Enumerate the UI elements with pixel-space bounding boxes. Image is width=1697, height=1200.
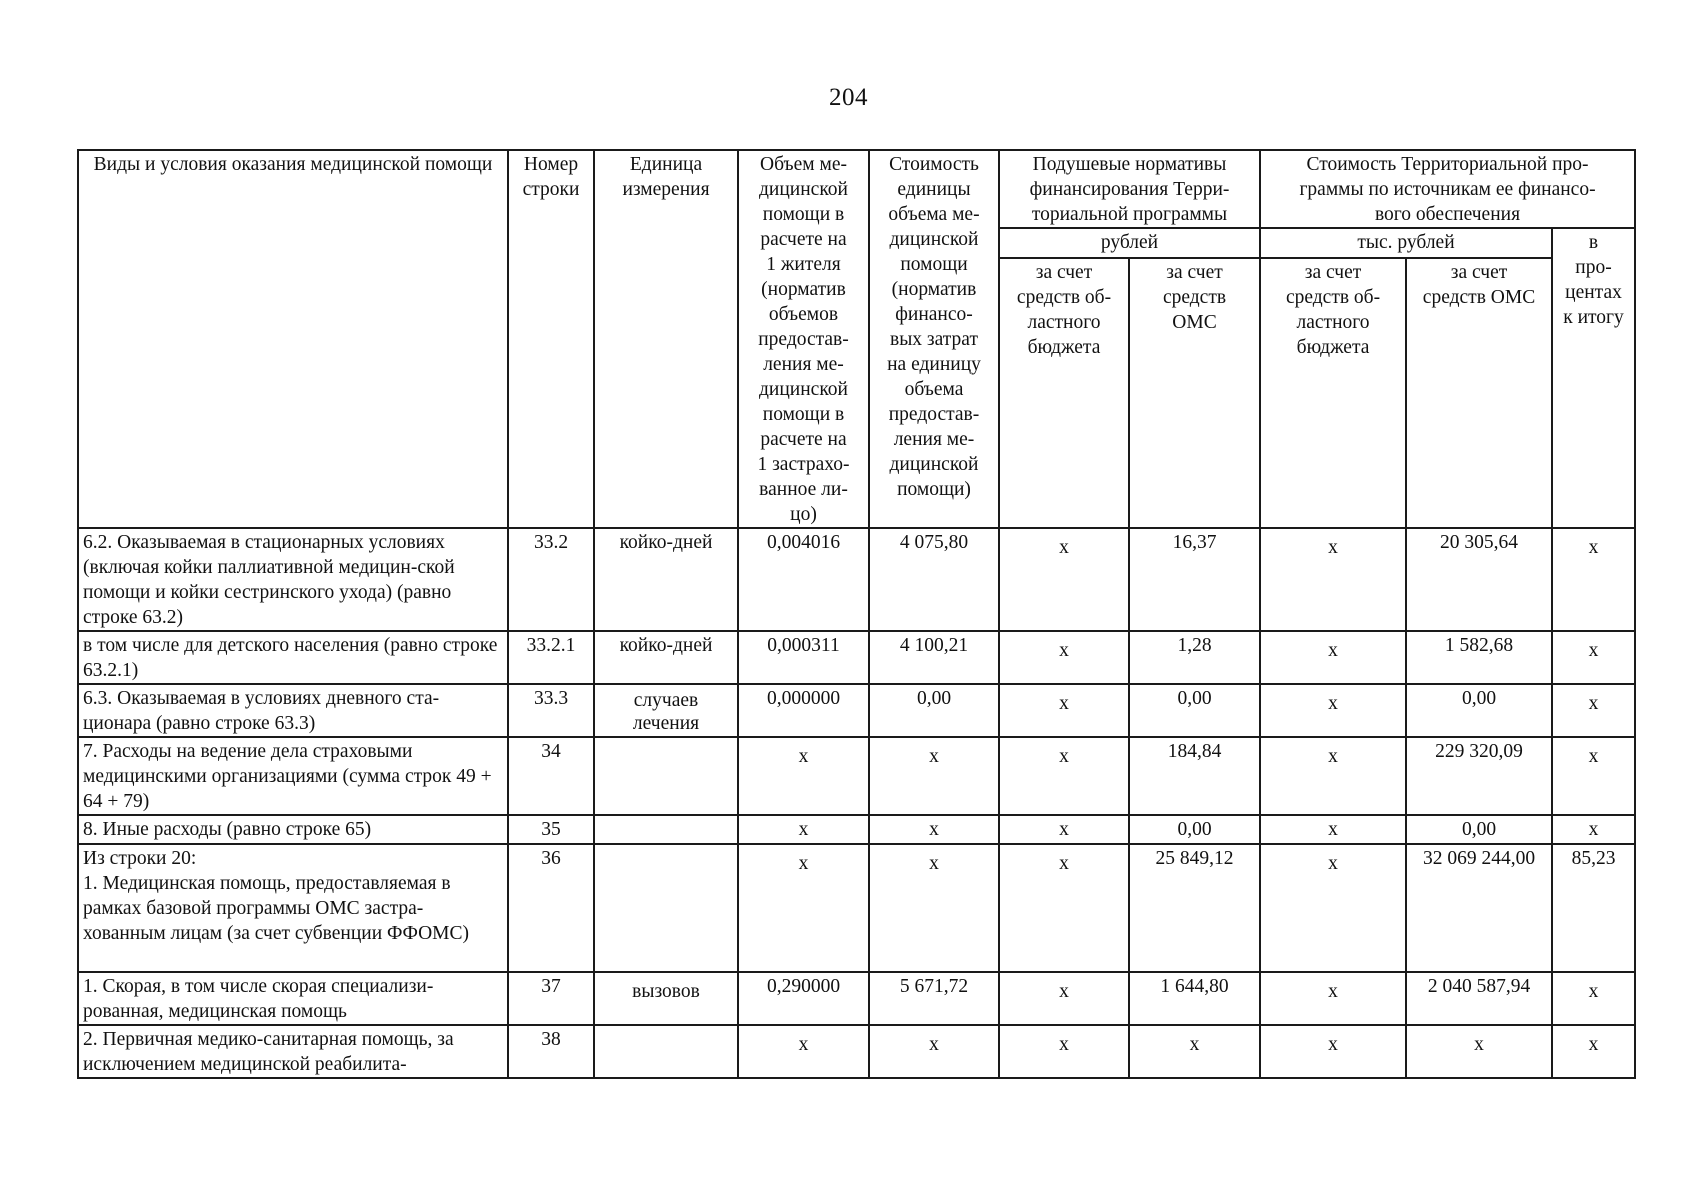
row-cost: х	[869, 1025, 999, 1078]
row-percent: х	[1552, 972, 1635, 1025]
row-volume: 0,290000	[738, 972, 869, 1025]
row-volume: х	[738, 737, 869, 815]
row-unit: койко-дней	[594, 631, 738, 684]
row-volume: х	[738, 1025, 869, 1078]
row-volume: 0,004016	[738, 528, 869, 631]
row-pc-oms: 1 644,80	[1129, 972, 1260, 1025]
row-unit	[594, 815, 738, 844]
row-line: 33.3	[508, 684, 594, 737]
row-tp-budget: х	[1260, 844, 1406, 972]
row-pc-budget: х	[999, 737, 1129, 815]
row-pc-oms: х	[1129, 1025, 1260, 1078]
row-line: 34	[508, 737, 594, 815]
row-tp-oms: 20 305,64	[1406, 528, 1552, 631]
row-tp-oms: 0,00	[1406, 684, 1552, 737]
row-cost: 5 671,72	[869, 972, 999, 1025]
header-kind: Виды и условия оказания медицинской помощи	[78, 150, 508, 528]
row-cost: 4 100,21	[869, 631, 999, 684]
row-tp-budget: х	[1260, 737, 1406, 815]
row-cost: 4 075,80	[869, 528, 999, 631]
row-percent: х	[1552, 815, 1635, 844]
row-pc-oms: 0,00	[1129, 684, 1260, 737]
row-percent: х	[1552, 631, 1635, 684]
row-name: 6.3. Оказываемая в условиях дневного ста-ционара (равно строке 63.3)	[78, 684, 508, 737]
row-tp-budget: х	[1260, 528, 1406, 631]
row-volume: х	[738, 815, 869, 844]
row-pc-budget: х	[999, 1025, 1129, 1078]
row-tp-oms: 2 040 587,94	[1406, 972, 1552, 1025]
row-line: 35	[508, 815, 594, 844]
row-pc-oms: 184,84	[1129, 737, 1260, 815]
table-row	[78, 528, 1635, 631]
table-row	[78, 844, 1635, 972]
row-unit	[594, 1025, 738, 1078]
row-volume: 0,000000	[738, 684, 869, 737]
header-per-capita-group: Подушевые нормативы финансирования Терри- ториальной программы	[999, 150, 1260, 228]
row-percent: х	[1552, 1025, 1635, 1078]
row-line: 38	[508, 1025, 594, 1078]
row-tp-budget: х	[1260, 631, 1406, 684]
row-pc-oms: 16,37	[1129, 528, 1260, 631]
row-pc-oms: 25 849,12	[1129, 844, 1260, 972]
table-row	[78, 1025, 1635, 1078]
row-line: 33.2.1	[508, 631, 594, 684]
row-tp-budget: х	[1260, 815, 1406, 844]
row-cost: х	[869, 815, 999, 844]
row-name: 7. Расходы на ведение дела страховыми медицинскими организациями (сумма строк 49 + 64 + 79)	[78, 737, 508, 815]
header-territorial-group: Стоимость Территориальной про- граммы по источникам ее финансо- вого обеспечения	[1260, 150, 1635, 228]
header-percent: в про- центах к итогу	[1552, 228, 1635, 528]
financing-table	[77, 149, 1636, 1079]
header-pc-oms: за счет средств ОМС	[1129, 258, 1260, 528]
row-unit: случаев лечения	[594, 684, 738, 737]
header-line-number: Номер строки	[508, 150, 594, 528]
row-line: 36	[508, 844, 594, 972]
header-volume: Объем ме- дицинской помощи в расчете на 1 жителя (норматив объемов предостав- ления ме- дицинской помощи в расчете на 1 застрахо- ванное ли- цо)	[738, 150, 869, 528]
row-pc-budget: х	[999, 815, 1129, 844]
header-unit-cost: Стоимость единицы объема ме- дицинской помощи (норматив финансо- вых затрат на единицу объема предостав- ления ме- дицинской помощи)	[869, 150, 999, 528]
row-unit	[594, 737, 738, 815]
row-tp-oms: 32 069 244,00	[1406, 844, 1552, 972]
row-pc-budget: х	[999, 684, 1129, 737]
row-name: 8. Иные расходы (равно строке 65)	[78, 815, 508, 844]
row-cost: х	[869, 844, 999, 972]
row-pc-oms: 0,00	[1129, 815, 1260, 844]
header-unit-thousand-rub: тыс. рублей	[1260, 228, 1552, 258]
row-unit	[594, 844, 738, 972]
row-volume: 0,000311	[738, 631, 869, 684]
row-tp-budget: х	[1260, 1025, 1406, 1078]
row-cost: х	[869, 737, 999, 815]
header-unit: Единица измерения	[594, 150, 738, 528]
row-line: 37	[508, 972, 594, 1025]
row-tp-budget: х	[1260, 684, 1406, 737]
header-pc-budget: за счет средств об- ластного бюджета	[999, 258, 1129, 528]
header-tp-budget: за счет средств об- ластного бюджета	[1260, 258, 1406, 528]
header-unit-rub: рублей	[999, 228, 1260, 258]
row-pc-budget: х	[999, 528, 1129, 631]
row-tp-oms: 0,00	[1406, 815, 1552, 844]
row-tp-budget: х	[1260, 972, 1406, 1025]
row-pc-budget: х	[999, 631, 1129, 684]
table-row	[78, 815, 1635, 844]
row-pc-oms: 1,28	[1129, 631, 1260, 684]
header-tp-oms: за счет средств ОМС	[1406, 258, 1552, 528]
row-percent: 85,23	[1552, 844, 1635, 972]
row-pc-budget: х	[999, 972, 1129, 1025]
row-name: 6.2. Оказываемая в стационарных условиях (включая койки паллиативной медицин-ской помощи и койки сестринского ухода) (равно строке 63.2)	[78, 528, 508, 631]
row-name: 1. Скорая, в том числе скорая специализи-рованная, медицинская помощь	[78, 972, 508, 1025]
row-percent: х	[1552, 684, 1635, 737]
row-name: 2. Первичная медико-санитарная помощь, за исключением медицинской реабилита-	[78, 1025, 508, 1078]
row-name: в том числе для детского населения (равно строке 63.2.1)	[78, 631, 508, 684]
row-unit: вызовов	[594, 972, 738, 1025]
row-line: 33.2	[508, 528, 594, 631]
table-row	[78, 631, 1635, 684]
table-row	[78, 972, 1635, 1025]
page-number: 204	[829, 84, 868, 111]
table-row	[78, 684, 1635, 737]
row-pc-budget: х	[999, 844, 1129, 972]
row-tp-oms: х	[1406, 1025, 1552, 1078]
table-row	[78, 737, 1635, 815]
row-tp-oms: 229 320,09	[1406, 737, 1552, 815]
row-percent: х	[1552, 737, 1635, 815]
row-name: Из строки 20: 1. Медицинская помощь, предоставляемая в рамках базовой программы ОМС застра-хованным лицам (за счет субвенции ФФОМС)	[78, 844, 508, 972]
row-unit: койко-дней	[594, 528, 738, 631]
row-percent: х	[1552, 528, 1635, 631]
row-cost: 0,00	[869, 684, 999, 737]
row-volume: х	[738, 844, 869, 972]
row-tp-oms: 1 582,68	[1406, 631, 1552, 684]
